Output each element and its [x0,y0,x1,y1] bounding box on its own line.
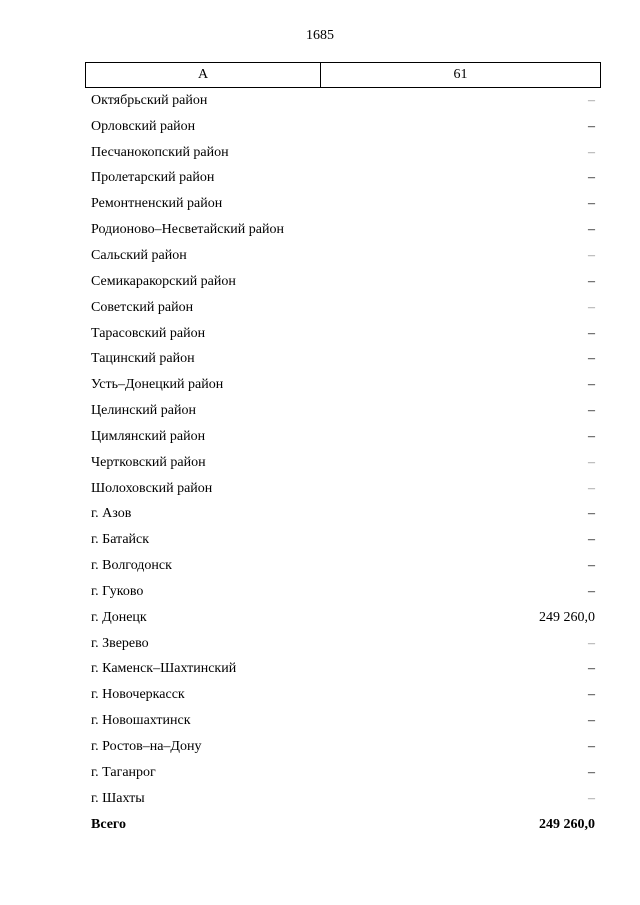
table-row [91,786,595,812]
table-row [91,760,595,786]
row-value: – [588,713,595,729]
row-label: Шолоховский район [91,480,213,496]
table-row [91,424,595,450]
row-label: Цимлянский район [91,428,206,444]
table-row [91,140,595,166]
table-row [91,398,595,424]
row-value: – [588,635,595,651]
table-row [91,657,595,683]
table-row [91,166,595,192]
row-value: – [588,170,595,186]
row-value: – [588,273,595,289]
row-value: – [588,351,595,367]
table-row [91,88,595,114]
row-label: г. Волгодонск [91,558,172,574]
row-value: – [588,790,595,806]
row-value: – [588,661,595,677]
row-value: – [588,583,595,599]
row-label: Советский район [91,299,194,315]
total-label: Всего [91,816,126,832]
total-value: 249 260,0 [539,816,595,832]
table-row [91,114,595,140]
row-value: – [588,144,595,160]
column-header-61: 61 [453,67,468,82]
row-label: Песчанокопский район [91,144,229,160]
table-row [91,217,595,243]
table-body [91,88,595,837]
row-value: – [588,764,595,780]
row-label: г. Ростов–на–Дону [91,739,202,755]
row-value: – [588,247,595,263]
table-row [91,243,595,269]
row-label: Сальский район [91,247,187,263]
table-row [91,269,595,295]
row-label: Тарасовский район [91,325,206,341]
table-row [91,734,595,760]
table-row [91,605,595,631]
row-label: Целинский район [91,403,196,419]
column-header-a: А [86,63,321,87]
table-row [91,579,595,605]
row-label: Ремонтненский район [91,196,223,212]
row-value: – [588,377,595,393]
row-label: Орловский район [91,118,196,134]
row-label: г. Донецк [91,609,147,625]
row-value: – [588,454,595,470]
table-row [91,502,595,528]
row-value: – [588,403,595,419]
table-row [91,682,595,708]
row-label: г. Батайск [91,532,150,548]
row-label: Октябрьский район [91,92,208,108]
total-row [91,812,595,838]
row-label: Семикаракорский район [91,273,236,289]
table-row [91,476,595,502]
row-label: г. Азов [91,506,132,522]
row-label: Родионово–Несветайский район [91,222,284,238]
row-label: г. Каменск–Шахтинский [91,661,237,677]
row-value: – [588,118,595,134]
row-label: Чертковский район [91,454,206,470]
table-row [91,372,595,398]
table-row [91,295,595,321]
table-row [91,346,595,372]
row-value: – [588,532,595,548]
table-row [91,321,595,347]
row-value: – [588,687,595,703]
row-label: Пролетарский район [91,170,215,186]
table-row [91,631,595,657]
table-row [91,708,595,734]
row-value: – [588,428,595,444]
table-header [85,62,601,88]
page-number: 1685 [306,28,334,43]
row-value: – [588,558,595,574]
table-row [91,450,595,476]
row-label: Усть–Донецкий район [91,377,224,393]
row-label: г. Гуково [91,583,144,599]
row-label: г. Новочеркасск [91,687,185,703]
row-value: – [588,92,595,108]
row-value: – [588,222,595,238]
row-value: – [588,325,595,341]
row-label: Тацинский район [91,351,195,367]
row-label: г. Таганрог [91,764,156,780]
row-value: – [588,739,595,755]
row-value: – [588,506,595,522]
table-row [91,527,595,553]
row-label: г. Новошахтинск [91,713,191,729]
row-value: – [588,196,595,212]
row-value: – [588,480,595,496]
row-label: г. Зверево [91,635,149,651]
table-row [91,553,595,579]
row-value: 249 260,0 [539,609,595,625]
row-value: – [588,299,595,315]
row-label: г. Шахты [91,790,145,806]
table-row [91,191,595,217]
